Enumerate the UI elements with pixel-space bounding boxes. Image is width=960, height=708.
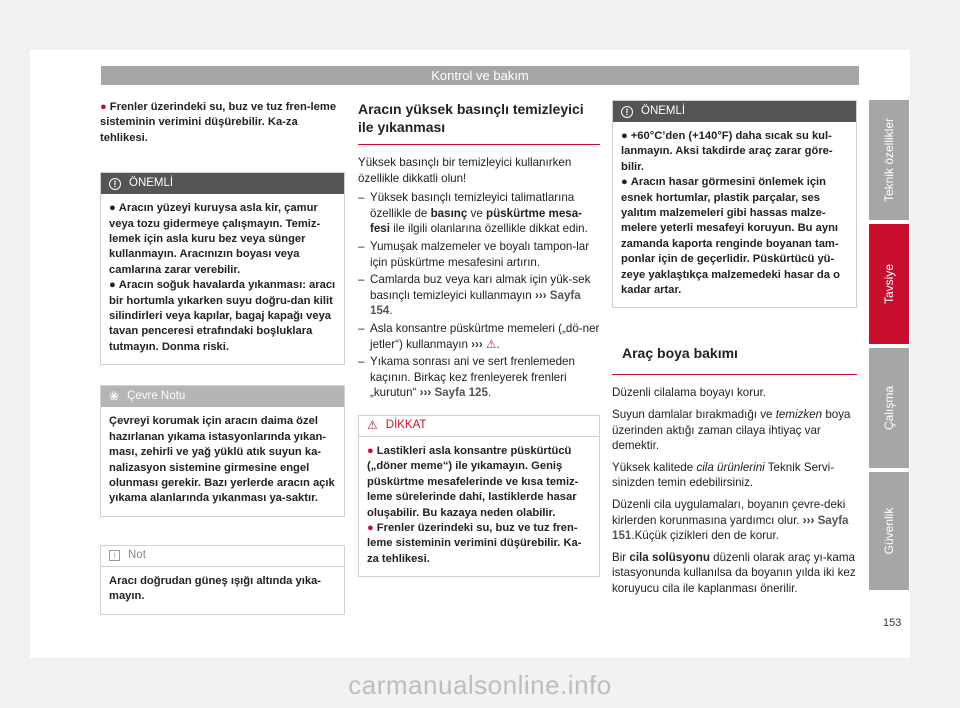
- watermark: carmanualsonline.info: [348, 670, 612, 700]
- page-ref-link[interactable]: Sayfa 154: [370, 288, 581, 318]
- column-1: [100, 100, 345, 615]
- tab-label: Tavsiye: [882, 263, 896, 305]
- onemli-item-text: Aracın yüzeyi kuruysa asla kir, çamur veya tozu gidermeye çalışmayın. Temiz-lemek için asla kuru bez veya sünger kullanmayın. Aracınızın boyası veya camlarına zarar verebilir.: [109, 202, 321, 276]
- dikkat-title: DİKKAT: [385, 419, 427, 432]
- onemli-item: [109, 278, 336, 355]
- paragraph-text: Yüksek kalitede: [612, 460, 697, 474]
- onemli-body: [613, 122, 856, 307]
- dikkat-item: [367, 521, 591, 567]
- ref-arrow-icon: ›››: [534, 288, 547, 302]
- bullet-icon: ●: [100, 101, 107, 113]
- paragraph-italic: temizken: [775, 408, 823, 422]
- cevre-notu-text: Çevreyi korumak için aracın daima özel hazırlanan yıkama istasyonlarında yıkan-ması, zehirli ve yağ yüklü atık suyun ka-nalizasyon sistemine girmesine engel olunması gerekir. Bazı yerlerde aracın açık yıkama alanlarında yıkanması ya-saktır.: [109, 415, 335, 505]
- dash-icon: –: [358, 273, 365, 287]
- list-item-text: ve: [467, 206, 487, 220]
- list-item: – Asla konsantre püskürtme memeleri („dö-ner jetler“) kullanmayın ››› ⚠.: [358, 321, 600, 351]
- bullet-icon: ●: [109, 279, 116, 292]
- onemli-item: [109, 201, 336, 278]
- cevre-notu-title: Çevre Notu: [127, 390, 186, 403]
- onemli-title: ÖNEMLİ: [641, 105, 686, 117]
- not-box: [100, 545, 345, 615]
- onemli-body: [101, 194, 344, 364]
- cevre-notu-box: [100, 385, 345, 516]
- intro-warning-text: Frenler üzerindeki su, buz ve tuz fren-leme sisteminin verimini düşürebilir. Ka-za tehlikesi.: [100, 101, 337, 144]
- paragraph: [612, 460, 857, 491]
- dash-icon: –: [358, 355, 365, 369]
- paragraph-text: düzenli olarak araç yı-kama istasyonunda kullanılsa da boyanın yılda iki kez koruyucu cila ile kaplanması önerilir.: [612, 550, 856, 595]
- column-2: [358, 100, 600, 577]
- info-icon: !: [109, 178, 121, 190]
- paragraph-text: Suyun damlalar bırakmadığı ve: [612, 408, 776, 422]
- onemli-item-text: Aracın hasar görmesini önlemek için esnek hortumlar, plastik parçalar, ses yalıtım malzemeleri gibi hassas malze-melere yeterli mesafeyi koruyun. Bu aynı zamanda kaporta renginde boyanan tam-ponlar için de geçerlidir. Püskürtücü yü-zeye yaklaştıkça malzemedeki hasar da o kadar artar.: [621, 176, 840, 297]
- cevre-notu-header: [101, 386, 344, 407]
- paragraph-text: Bir: [612, 550, 630, 564]
- onemli-header: [613, 101, 856, 122]
- intro-warning: [100, 100, 345, 146]
- bullet-icon: ●: [109, 202, 116, 215]
- paragraph-text: Teknik Servi-sinizden temin edebilirsiniz.: [612, 460, 835, 490]
- not-header: [101, 546, 344, 567]
- page-header: Kontrol ve bakım: [101, 66, 859, 85]
- onemli-item: [621, 129, 848, 175]
- page-number: 153: [883, 617, 902, 629]
- warning-triangle-icon: ⚠: [367, 418, 378, 433]
- list-item-text: Asla konsantre püskürtme memeleri („dö-ner jetler“) kullanmayın: [370, 321, 600, 351]
- paragraph: [612, 550, 857, 597]
- paragraph-text: .Küçük çizikleri den de korur.: [631, 529, 779, 543]
- list-item: [358, 239, 600, 270]
- onemli-box: [100, 172, 345, 365]
- list-item-bold: basınç: [430, 206, 468, 220]
- page-ref-link[interactable]: Sayfa 125: [434, 386, 488, 400]
- tab-tavsiye[interactable]: [869, 224, 909, 344]
- list-item-bold: püskürtme mesa-fesi: [370, 206, 583, 236]
- list-item-text: ile ilgili olanlarına özellikle dikkat edin.: [389, 222, 588, 236]
- onemli-header: [101, 173, 344, 194]
- warning-triangle-icon[interactable]: ⚠: [486, 337, 497, 351]
- tab-calisma[interactable]: [869, 348, 909, 468]
- onemli-item-text: +60°C’den (+140°F) daha sıcak su kul-lanmayın. Aksi takdirde araç zarar göre-bilir.: [621, 130, 833, 173]
- not-text: Aracı doğrudan güneş ışığı altında yıka-mayın.: [109, 574, 321, 603]
- paragraph: [612, 407, 857, 454]
- bullet-icon: ●: [621, 130, 628, 142]
- dikkat-box: [358, 415, 600, 577]
- onemli-box: [612, 100, 857, 308]
- paragraph-text: boya üzerinden aktığı zaman cilaya ihtiyaç var demektir.: [612, 408, 851, 453]
- tab-label: Teknik özellikler: [882, 117, 896, 203]
- dash-icon: –: [358, 321, 365, 335]
- dikkat-item: [367, 444, 591, 521]
- intro-text: Yüksek basınçlı bir temizleyici kullanırken özellikle dikkatli olun!: [358, 156, 572, 185]
- list-item: – Yıkama sonrası ani ve sert frenlemeden kaçının. Birkaç kez frenleyerek frenleri „kurutun“ ››› Sayfa 125.: [358, 355, 575, 400]
- section-title-paint-care: Araç boya bakımı: [612, 334, 857, 375]
- note-icon: i: [109, 550, 120, 561]
- list-item: – Camlarda buz veya karı almak için yük-sek basınçlı temizleyici kullanmayın ››› Sayfa 154.: [358, 273, 591, 318]
- paragraph-text: Düzenli cila uygulamaları, boyanın çevre-deki kirlerden korunmasına yardımcı olur.: [612, 498, 846, 527]
- dash-icon: –: [358, 239, 365, 253]
- dikkat-item-text: Frenler üzerindeki su, buz ve tuz fren-leme sisteminin verimini düşürebilir. Ka-za tehlikesi.: [367, 521, 582, 565]
- tab-guvenlik[interactable]: [869, 472, 909, 590]
- section-title-high-pressure: Aracın yüksek basınçlı temizleyici ile yıkanması: [358, 100, 600, 145]
- ref-arrow-icon: ›››: [802, 513, 815, 527]
- paragraph: [612, 497, 857, 544]
- dikkat-item-text: Lastikleri asla konsantre püskürtücü („döner meme“) ile yıkamayın. Geniş püskürtme mesafelerinde ve kısa temiz-leme sürelerinde dahi, lastiklerde hasar oluşabilir. Bu kazaya neden olabilir.: [367, 444, 579, 519]
- list-item-text: Yıkama sonrası ani ve sert frenlemeden kaçının. Birkaç kez frenleyerek frenleri „kurutun“: [370, 355, 575, 400]
- column-3: [612, 100, 857, 603]
- bullet-icon: ●: [621, 176, 628, 189]
- dikkat-body: [359, 437, 599, 576]
- dikkat-header: [359, 416, 599, 437]
- not-title: Not: [128, 549, 146, 562]
- ref-arrow-icon: ›››: [471, 337, 483, 351]
- page-ref-link[interactable]: Sayfa 151: [612, 513, 849, 543]
- tab-label: Çalışma: [882, 385, 896, 431]
- list-item-text: Camlarda buz veya karı almak için yük-sek basınçlı temizleyici kullanmayın: [370, 273, 591, 302]
- bullet-icon: ●: [367, 521, 374, 534]
- dash-icon: –: [358, 191, 365, 205]
- bullet-icon: ●: [367, 444, 374, 457]
- onemli-title: ÖNEMLİ: [129, 177, 174, 190]
- info-icon: !: [621, 106, 633, 118]
- paragraph: Düzenli cilalama boyayı korur.: [612, 386, 767, 400]
- tab-label: Güvenlik: [882, 507, 896, 555]
- ref-arrow-icon: ›››: [419, 386, 432, 400]
- leaf-icon: ❀: [109, 389, 120, 404]
- tab-teknik-ozellikler[interactable]: [869, 100, 909, 220]
- onemli-item-text: Aracın soğuk havalarda yıkanması: aracı bir hortumla yıkarken suyu doğru-dan kilit silindirleri veya kapılar, bagaj kapağı veya tavan penceresi etrafındaki boşluklara tutmayın. Donma riski.: [109, 279, 336, 353]
- list-item: [358, 190, 600, 237]
- paragraph-bold: cila solüsyonu: [629, 550, 710, 564]
- list-item-text: Yüksek basınçlı temizleyici talimatlarına özellikle de: [370, 191, 575, 220]
- paragraph-italic: cila ürünlerini: [696, 460, 765, 474]
- list-item-text: Yumuşak malzemeler ve boyalı tampon-lar için püskürtme mesafesini artırın.: [370, 239, 590, 269]
- onemli-item: [621, 175, 848, 298]
